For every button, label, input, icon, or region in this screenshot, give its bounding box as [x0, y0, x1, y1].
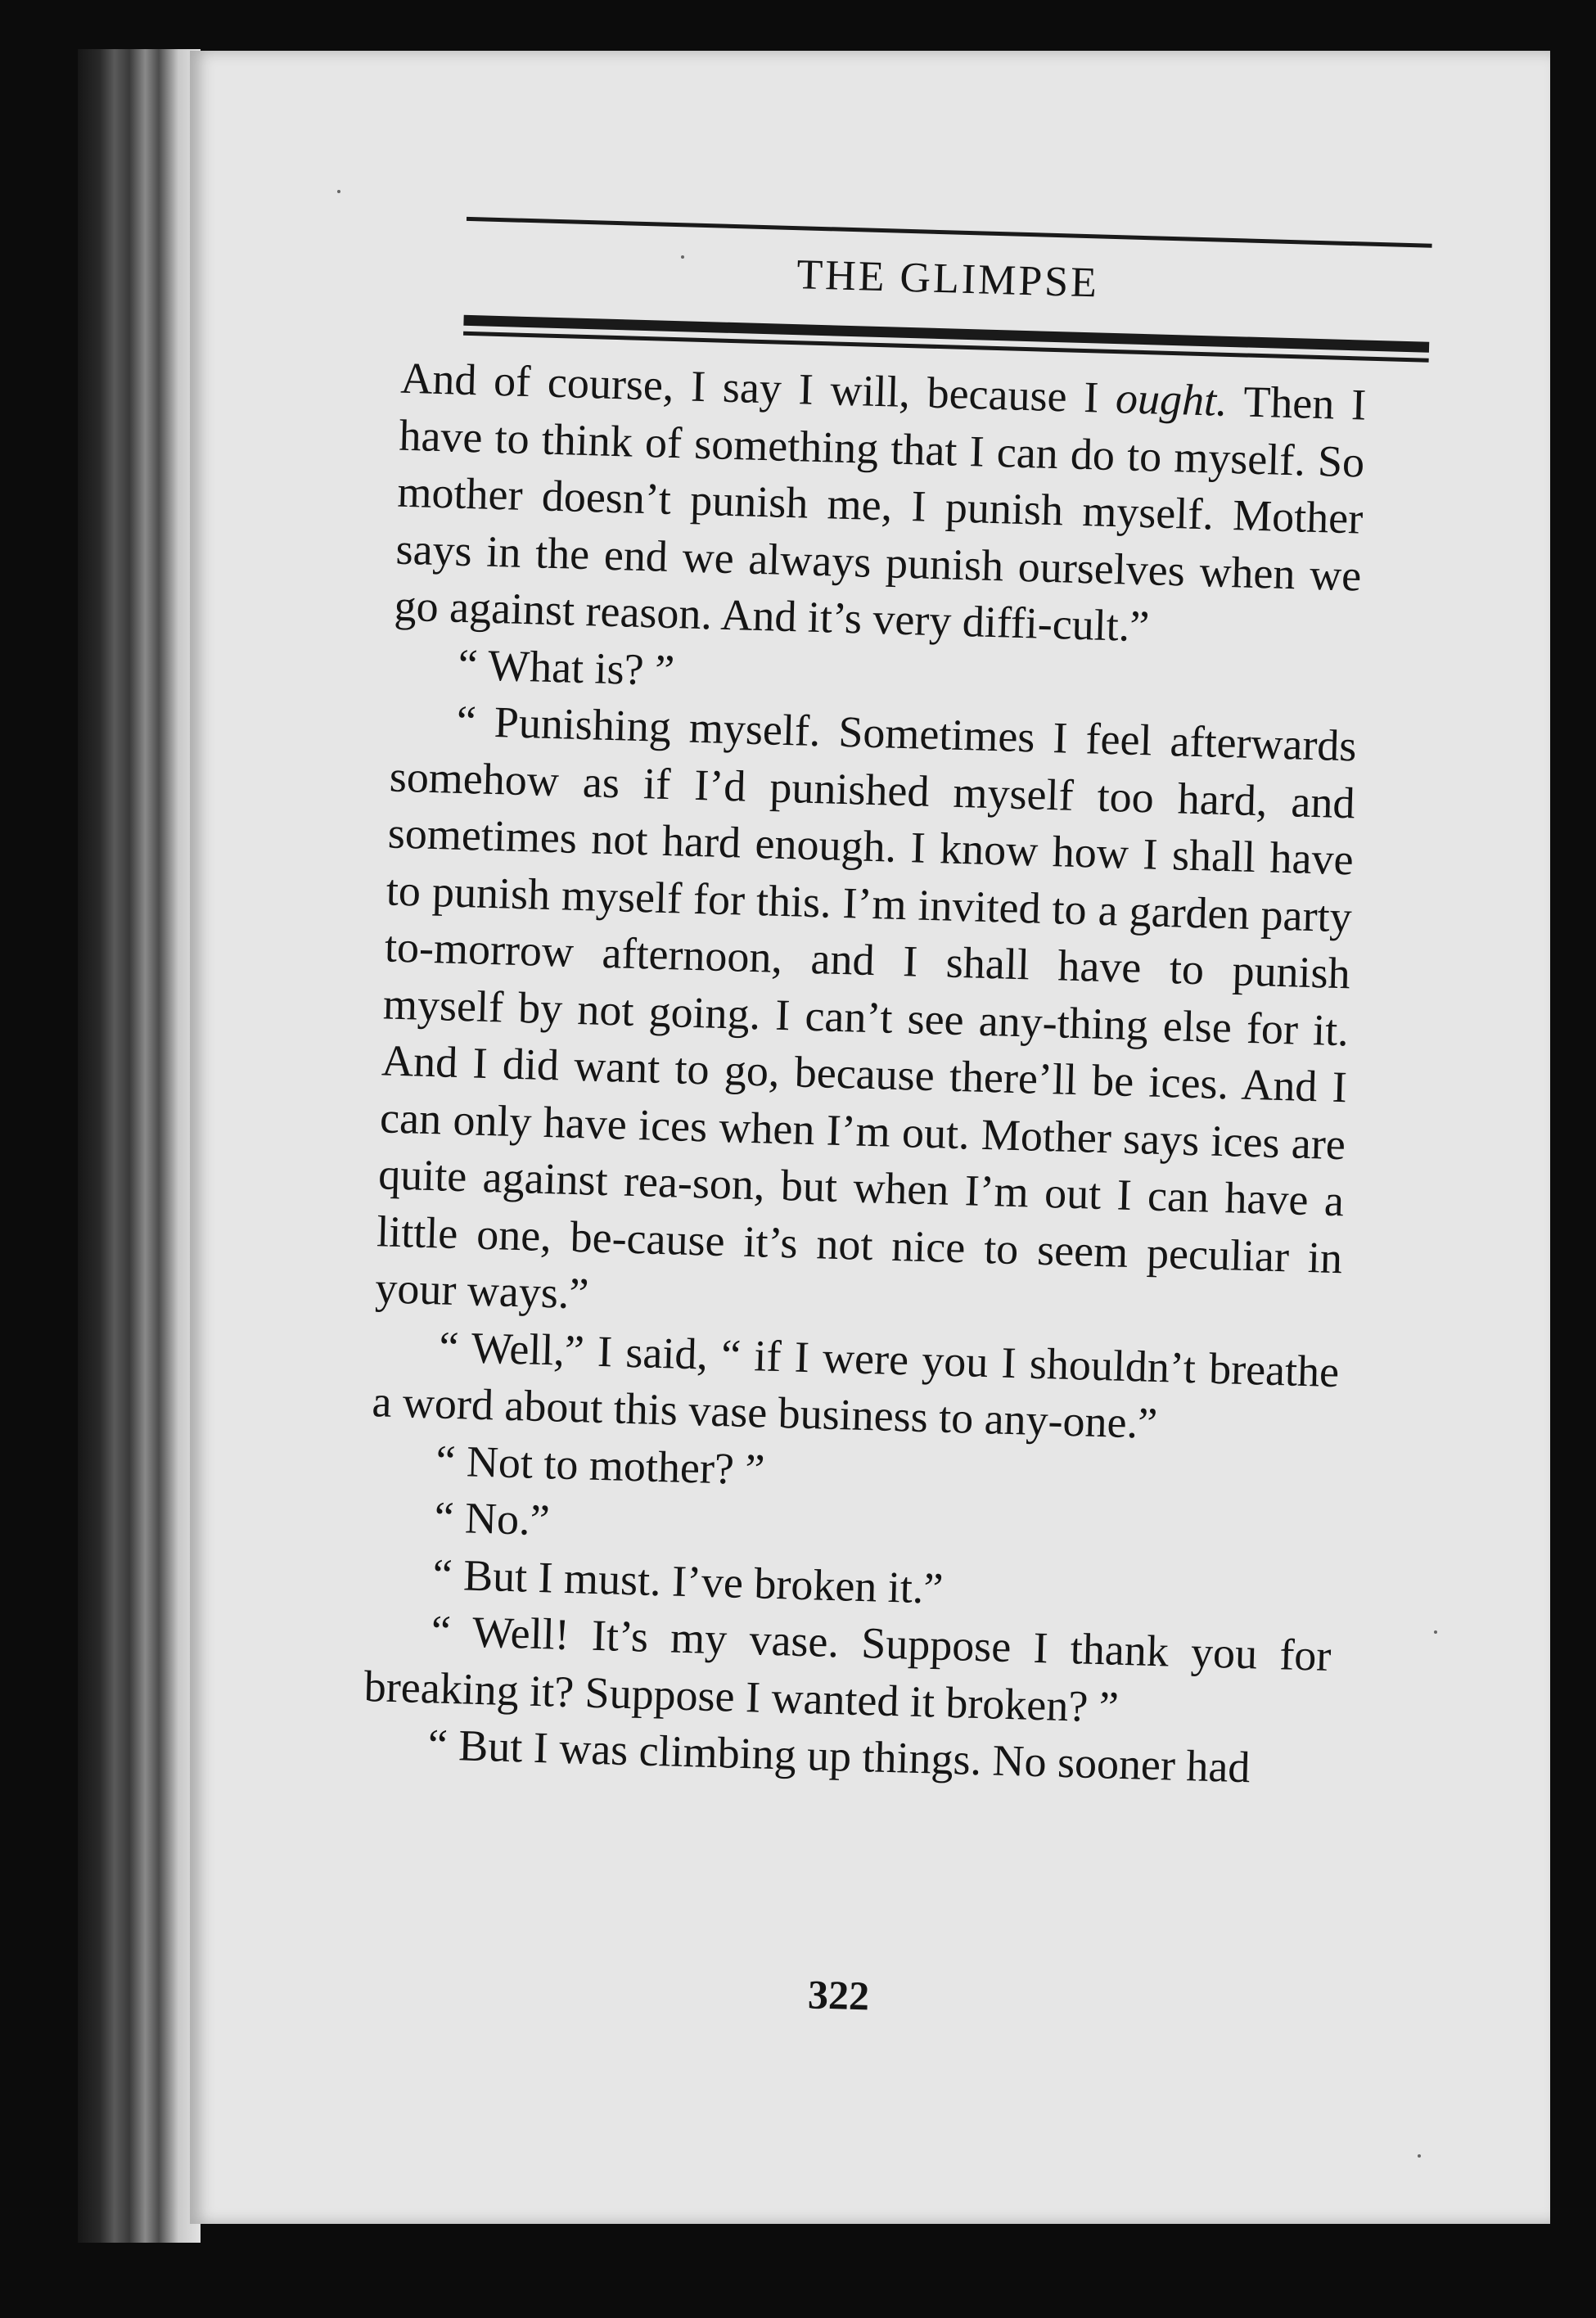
text-run: “ Not to mother? ”: [435, 1435, 766, 1495]
text-run: “ What is? ”: [457, 639, 675, 695]
paragraph: [394, 350, 1367, 661]
text-run: “ No.”: [433, 1492, 551, 1545]
text-run: “ Well! It’s my vase. Suppose I thank you for breaking it? Suppose I wanted it broken? ”: [363, 1606, 1332, 1732]
scan-speck: [1434, 1630, 1437, 1634]
text-run: “ But I must. I’ve broken it.”: [431, 1549, 945, 1613]
body-text: [362, 350, 1367, 1799]
text-run: “ But I was climbing up things. No sooner had: [427, 1720, 1251, 1793]
scan-speck: [337, 190, 340, 193]
paragraph: [374, 692, 1357, 1344]
header-rule-top: [467, 217, 1432, 248]
running-head: THE GLIMPSE: [796, 251, 1100, 307]
text-run: And of course, I say I will, because I: [399, 353, 1116, 423]
page-content: [354, 191, 1437, 2101]
book-spine: [78, 49, 201, 2243]
italic-text: ought.: [1115, 373, 1229, 426]
text-run: Then I have to think of something that I can do to myself. So mother doesn’t punish me, I punish myself. Mother says in the end we always punish ourselves when we go against reason. And it’s very diffi-cult.”: [393, 376, 1367, 652]
text-run: “ Punishing myself. Sometimes I feel afterwards somehow as if I’d punished myself too hard, and sometimes not hard enough. I know how I shall have to punish myself for this. I’m invited to a garden party to-morrow afternoon, and I shall have to punish myself by not going. I can’t see any-thing else for it. And I did want to go, because there’ll be ices. And I can only have ices when I’m out. Mother says ices are quite against rea-son, but when I’m out I can have a little one, be-cause it’s not nice to seem peculiar in your ways.”: [374, 696, 1358, 1319]
scan-speck: [1418, 2154, 1421, 2158]
page-number: 322: [807, 1971, 870, 2019]
text-run: “ Well,” I said, “ if I were you I shouldn’t breathe a word about this vase business to any-one.”: [371, 1321, 1340, 1448]
